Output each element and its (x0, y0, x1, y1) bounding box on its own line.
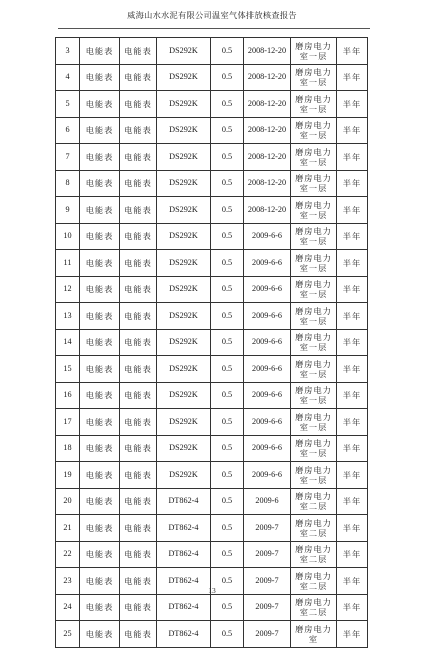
report-header-title: 威海山水水泥有限公司温室气体排放核查报告 (127, 10, 297, 20)
cell-install-date: 2009-7 (244, 594, 291, 621)
cell-location: 磨房电力室一层 (291, 382, 337, 409)
cell-location: 磨房电力室一层 (291, 144, 337, 171)
cell-model: DS292K (157, 91, 211, 118)
cell-instrument-name: 电能表 (80, 462, 120, 489)
cell-accuracy-class: 0.5 (211, 329, 244, 356)
cell-install-date: 2009-6-6 (244, 356, 291, 383)
cell-instrument-name: 电能表 (80, 276, 120, 303)
cell-install-date: 2009-7 (244, 621, 291, 648)
cell-instrument-type: 电能表 (120, 462, 157, 489)
cell-accuracy-class: 0.5 (211, 356, 244, 383)
cell-calibration-period: 半年 (337, 197, 368, 224)
cell-calibration-period: 半年 (337, 250, 368, 277)
cell-number: 17 (56, 409, 80, 436)
cell-install-date: 2009-6-6 (244, 276, 291, 303)
cell-instrument-name: 电能表 (80, 117, 120, 144)
cell-location: 磨房电力室一层 (291, 170, 337, 197)
cell-accuracy-class: 0.5 (211, 144, 244, 171)
cell-instrument-name: 电能表 (80, 541, 120, 568)
cell-instrument-type: 电能表 (120, 435, 157, 462)
table-row (56, 515, 368, 542)
cell-install-date: 2009-6-6 (244, 435, 291, 462)
cell-calibration-period: 半年 (337, 329, 368, 356)
cell-calibration-period: 半年 (337, 435, 368, 462)
cell-location: 磨房电力室一层 (291, 435, 337, 462)
cell-instrument-type: 电能表 (120, 64, 157, 91)
cell-number: 4 (56, 64, 80, 91)
cell-install-date: 2008-12-20 (244, 197, 291, 224)
cell-instrument-name: 电能表 (80, 435, 120, 462)
cell-calibration-period: 半年 (337, 223, 368, 250)
cell-calibration-period: 半年 (337, 170, 368, 197)
cell-accuracy-class: 0.5 (211, 170, 244, 197)
cell-instrument-name: 电能表 (80, 303, 120, 330)
cell-number: 12 (56, 276, 80, 303)
cell-model: DS292K (157, 170, 211, 197)
cell-instrument-name: 电能表 (80, 488, 120, 515)
cell-install-date: 2008-12-20 (244, 64, 291, 91)
cell-number: 10 (56, 223, 80, 250)
cell-location: 磨房电力室二层 (291, 568, 337, 595)
cell-number: 21 (56, 515, 80, 542)
cell-number: 15 (56, 356, 80, 383)
cell-model: DS292K (157, 197, 211, 224)
cell-accuracy-class: 0.5 (211, 38, 244, 65)
table-row (56, 382, 368, 409)
cell-calibration-period: 半年 (337, 91, 368, 118)
cell-model: DT862-4 (157, 621, 211, 648)
cell-accuracy-class: 0.5 (211, 541, 244, 568)
cell-instrument-type: 电能表 (120, 38, 157, 65)
cell-install-date: 2009-6-6 (244, 250, 291, 277)
cell-number: 20 (56, 488, 80, 515)
cell-model: DS292K (157, 117, 211, 144)
cell-location: 磨房电力室一层 (291, 38, 337, 65)
table-row (56, 594, 368, 621)
cell-instrument-name: 电能表 (80, 144, 120, 171)
cell-number: 23 (56, 568, 80, 595)
table-body (56, 38, 368, 648)
cell-model: DS292K (157, 38, 211, 65)
cell-number: 9 (56, 197, 80, 224)
cell-model: DS292K (157, 250, 211, 277)
cell-location: 磨房电力室一层 (291, 197, 337, 224)
cell-number: 7 (56, 144, 80, 171)
table-row (56, 329, 368, 356)
cell-accuracy-class: 0.5 (211, 462, 244, 489)
cell-instrument-type: 电能表 (120, 223, 157, 250)
cell-accuracy-class: 0.5 (211, 435, 244, 462)
cell-instrument-type: 电能表 (120, 356, 157, 383)
meter-equipment-table (55, 37, 368, 648)
cell-instrument-type: 电能表 (120, 144, 157, 171)
table-row (56, 197, 368, 224)
cell-accuracy-class: 0.5 (211, 568, 244, 595)
cell-accuracy-class: 0.5 (211, 409, 244, 436)
cell-install-date: 2009-6-6 (244, 462, 291, 489)
cell-number: 14 (56, 329, 80, 356)
cell-location: 磨房电力室二层 (291, 541, 337, 568)
cell-model: DT862-4 (157, 594, 211, 621)
cell-calibration-period: 半年 (337, 276, 368, 303)
table-row (56, 303, 368, 330)
cell-model: DS292K (157, 64, 211, 91)
table-row (56, 276, 368, 303)
cell-number: 25 (56, 621, 80, 648)
cell-accuracy-class: 0.5 (211, 594, 244, 621)
cell-model: DS292K (157, 276, 211, 303)
cell-location: 磨房电力室 (291, 621, 337, 648)
cell-model: DT862-4 (157, 568, 211, 595)
table-row (56, 223, 368, 250)
table-row (56, 462, 368, 489)
cell-install-date: 2009-6-6 (244, 223, 291, 250)
cell-install-date: 2008-12-20 (244, 144, 291, 171)
cell-model: DT862-4 (157, 541, 211, 568)
cell-calibration-period: 半年 (337, 117, 368, 144)
cell-instrument-name: 电能表 (80, 329, 120, 356)
cell-number: 13 (56, 303, 80, 330)
cell-instrument-type: 电能表 (120, 382, 157, 409)
cell-location: 磨房电力室一层 (291, 117, 337, 144)
cell-instrument-name: 电能表 (80, 621, 120, 648)
table-row (56, 144, 368, 171)
cell-instrument-name: 电能表 (80, 170, 120, 197)
cell-accuracy-class: 0.5 (211, 223, 244, 250)
cell-instrument-name: 电能表 (80, 197, 120, 224)
cell-number: 19 (56, 462, 80, 489)
cell-accuracy-class: 0.5 (211, 382, 244, 409)
table-row (56, 38, 368, 65)
cell-number: 3 (56, 38, 80, 65)
cell-instrument-name: 电能表 (80, 64, 120, 91)
cell-number: 11 (56, 250, 80, 277)
cell-accuracy-class: 0.5 (211, 515, 244, 542)
cell-location: 磨房电力室一层 (291, 91, 337, 118)
table-row (56, 541, 368, 568)
cell-instrument-type: 电能表 (120, 117, 157, 144)
cell-calibration-period: 半年 (337, 488, 368, 515)
cell-number: 6 (56, 117, 80, 144)
cell-calibration-period: 半年 (337, 144, 368, 171)
table-row (56, 117, 368, 144)
cell-instrument-type: 电能表 (120, 568, 157, 595)
cell-calibration-period: 半年 (337, 568, 368, 595)
cell-location: 磨房电力室一层 (291, 276, 337, 303)
cell-instrument-type: 电能表 (120, 541, 157, 568)
cell-model: DT862-4 (157, 488, 211, 515)
cell-model: DS292K (157, 409, 211, 436)
cell-location: 磨房电力室二层 (291, 515, 337, 542)
cell-location: 磨房电力室一层 (291, 64, 337, 91)
cell-calibration-period: 半年 (337, 382, 368, 409)
cell-number: 18 (56, 435, 80, 462)
cell-install-date: 2009-6-6 (244, 382, 291, 409)
cell-calibration-period: 半年 (337, 621, 368, 648)
cell-instrument-name: 电能表 (80, 356, 120, 383)
table-row (56, 435, 368, 462)
table-row (56, 64, 368, 91)
header-divider (58, 28, 370, 29)
table-row (56, 488, 368, 515)
cell-location: 磨房电力室一层 (291, 223, 337, 250)
cell-model: DS292K (157, 144, 211, 171)
cell-instrument-name: 电能表 (80, 594, 120, 621)
cell-instrument-name: 电能表 (80, 38, 120, 65)
cell-install-date: 2009-7 (244, 541, 291, 568)
cell-install-date: 2008-12-20 (244, 91, 291, 118)
cell-instrument-type: 电能表 (120, 303, 157, 330)
cell-model: DS292K (157, 329, 211, 356)
cell-location: 磨房电力室一层 (291, 250, 337, 277)
page-number: 13 (208, 586, 216, 595)
cell-install-date: 2009-6 (244, 488, 291, 515)
table-row (56, 170, 368, 197)
cell-calibration-period: 半年 (337, 462, 368, 489)
cell-accuracy-class: 0.5 (211, 117, 244, 144)
table-row (56, 91, 368, 118)
cell-instrument-name: 电能表 (80, 382, 120, 409)
cell-model: DS292K (157, 382, 211, 409)
cell-instrument-type: 电能表 (120, 197, 157, 224)
cell-instrument-type: 电能表 (120, 276, 157, 303)
cell-calibration-period: 半年 (337, 409, 368, 436)
cell-accuracy-class: 0.5 (211, 276, 244, 303)
cell-location: 磨房电力室二层 (291, 594, 337, 621)
cell-accuracy-class: 0.5 (211, 250, 244, 277)
cell-instrument-type: 电能表 (120, 409, 157, 436)
cell-accuracy-class: 0.5 (211, 197, 244, 224)
cell-calibration-period: 半年 (337, 356, 368, 383)
cell-instrument-name: 电能表 (80, 91, 120, 118)
cell-instrument-type: 电能表 (120, 91, 157, 118)
cell-calibration-period: 半年 (337, 541, 368, 568)
cell-number: 8 (56, 170, 80, 197)
cell-install-date: 2008-12-20 (244, 117, 291, 144)
cell-instrument-type: 电能表 (120, 621, 157, 648)
table-row (56, 621, 368, 648)
cell-install-date: 2009-6-6 (244, 303, 291, 330)
cell-calibration-period: 半年 (337, 515, 368, 542)
cell-accuracy-class: 0.5 (211, 488, 244, 515)
cell-instrument-name: 电能表 (80, 568, 120, 595)
cell-accuracy-class: 0.5 (211, 621, 244, 648)
cell-accuracy-class: 0.5 (211, 91, 244, 118)
cell-model: DT862-4 (157, 515, 211, 542)
cell-number: 24 (56, 594, 80, 621)
cell-location: 磨房电力室一层 (291, 303, 337, 330)
cell-number: 16 (56, 382, 80, 409)
cell-instrument-type: 电能表 (120, 594, 157, 621)
cell-calibration-period: 半年 (337, 64, 368, 91)
cell-model: DS292K (157, 303, 211, 330)
cell-location: 磨房电力室一层 (291, 409, 337, 436)
cell-install-date: 2009-6-6 (244, 329, 291, 356)
cell-instrument-name: 电能表 (80, 250, 120, 277)
table-row (56, 356, 368, 383)
cell-location: 磨房电力室二层 (291, 488, 337, 515)
cell-accuracy-class: 0.5 (211, 64, 244, 91)
cell-number: 22 (56, 541, 80, 568)
cell-model: DS292K (157, 356, 211, 383)
cell-location: 磨房电力室一层 (291, 356, 337, 383)
cell-install-date: 2008-12-20 (244, 38, 291, 65)
cell-install-date: 2009-7 (244, 515, 291, 542)
cell-location: 磨房电力室一层 (291, 462, 337, 489)
cell-install-date: 2009-6-6 (244, 409, 291, 436)
cell-number: 5 (56, 91, 80, 118)
cell-instrument-type: 电能表 (120, 250, 157, 277)
cell-model: DS292K (157, 435, 211, 462)
cell-instrument-name: 电能表 (80, 223, 120, 250)
cell-calibration-period: 半年 (337, 594, 368, 621)
cell-model: DS292K (157, 223, 211, 250)
cell-accuracy-class: 0.5 (211, 303, 244, 330)
cell-instrument-type: 电能表 (120, 515, 157, 542)
cell-instrument-type: 电能表 (120, 488, 157, 515)
cell-install-date: 2009-7 (244, 568, 291, 595)
cell-instrument-name: 电能表 (80, 409, 120, 436)
cell-instrument-type: 电能表 (120, 170, 157, 197)
table-row (56, 409, 368, 436)
cell-instrument-name: 电能表 (80, 515, 120, 542)
cell-install-date: 2008-12-20 (244, 170, 291, 197)
cell-calibration-period: 半年 (337, 303, 368, 330)
table-row (56, 250, 368, 277)
cell-calibration-period: 半年 (337, 38, 368, 65)
cell-model: DS292K (157, 462, 211, 489)
cell-instrument-type: 电能表 (120, 329, 157, 356)
cell-location: 磨房电力室一层 (291, 329, 337, 356)
